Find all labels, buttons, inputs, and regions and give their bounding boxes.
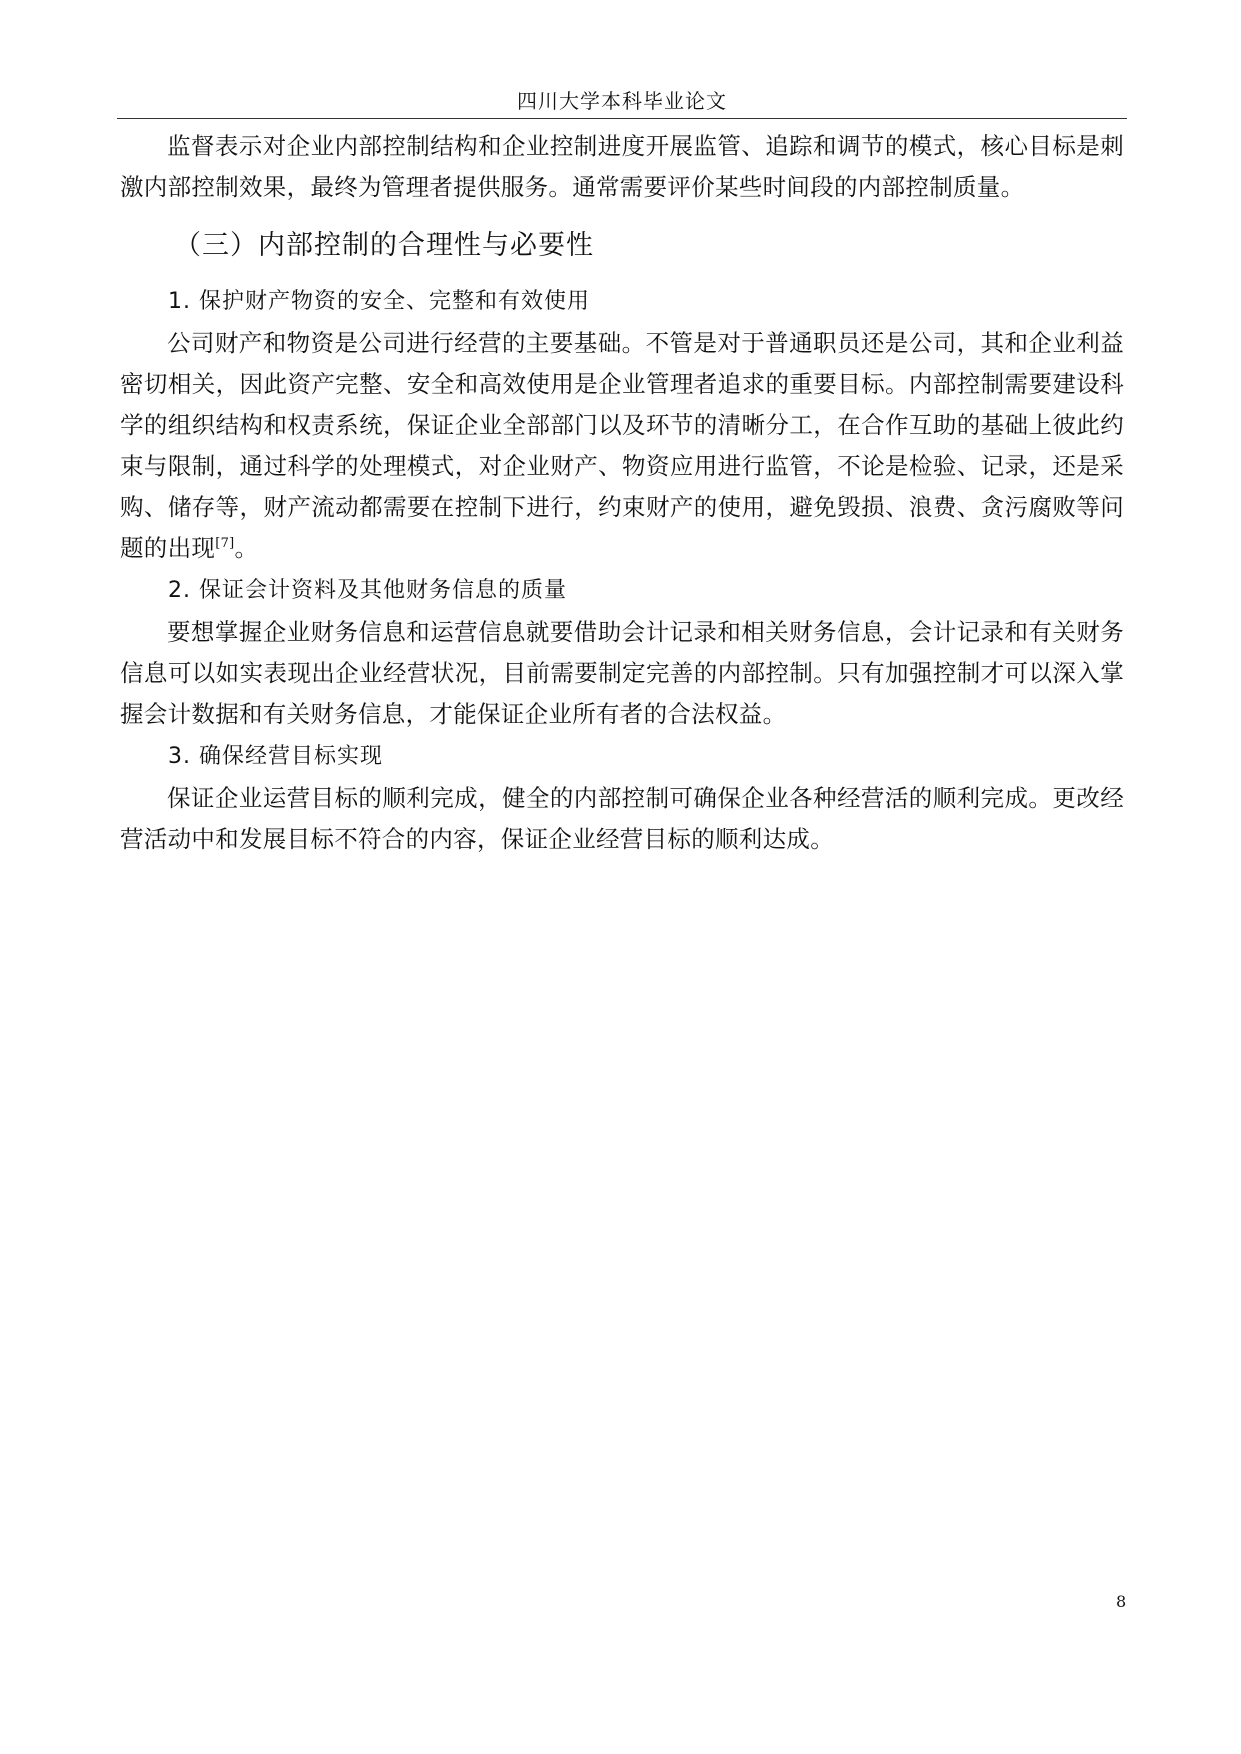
subsection-1-end: 。 [234,534,259,562]
page-content [120,126,1124,860]
citation-marker[interactable]: [7] [215,536,235,552]
header-title: 四川大学本科毕业论文 [517,89,727,113]
subsection-3-paragraph: 保证企业运营目标的顺利完成，健全的内部控制可确保企业各种经营活的顺利完成。更改经营活动中和发展目标不符合的内容，保证企业经营目标的顺利达成。 [120,784,1124,853]
subsection-heading-3: 3. 确保经营目标实现 [168,744,383,769]
page-number: 8 [1116,1592,1127,1611]
intro-paragraph: 监督表示对企业内部控制结构和企业控制进度开展监管、追踪和调节的模式，核心目标是刺激内部控制效果，最终为管理者提供服务。通常需要评价某些时间段的内部控制质量。 [120,132,1124,201]
subsection-1-paragraph [120,323,1124,569]
subsection-heading-2: 2. 保证会计资料及其他财务信息的质量 [168,578,567,603]
page-header [117,84,1127,119]
section-heading: （三）内部控制的合理性与必要性 [174,230,594,261]
subsection-heading-1: 1. 保护财产物资的安全、完整和有效使用 [168,289,590,314]
subsection-1-text: 公司财产和物资是公司进行经营的主要基础。不管是对于普通职员还是公司，其和企业利益密切相关，因此资产完整、安全和高效使用是企业管理者追求的重要目标。内部控制需要建设科学的组织结构和权责系统，保证企业全部部门以及环节的清晰分工，在合作互助的基础上彼此约束与限制，通过科学的处理模式，对企业财产、物资应用进行监管，不论是检验、记录，还是采购、储存等，财产流动都需要在控制下进行，约束财产的使用，避免毁损、浪费、贪污腐败等问题的出现 [120,329,1124,562]
subsection-2-paragraph: 要想掌握企业财务信息和运营信息就要借助会计记录和相关财务信息，会计记录和有关财务信息可以如实表现出企业经营状况，目前需要制定完善的内部控制。只有加强控制才可以深入掌握会计数据和有关财务信息，才能保证企业所有者的合法权益。 [120,618,1124,728]
